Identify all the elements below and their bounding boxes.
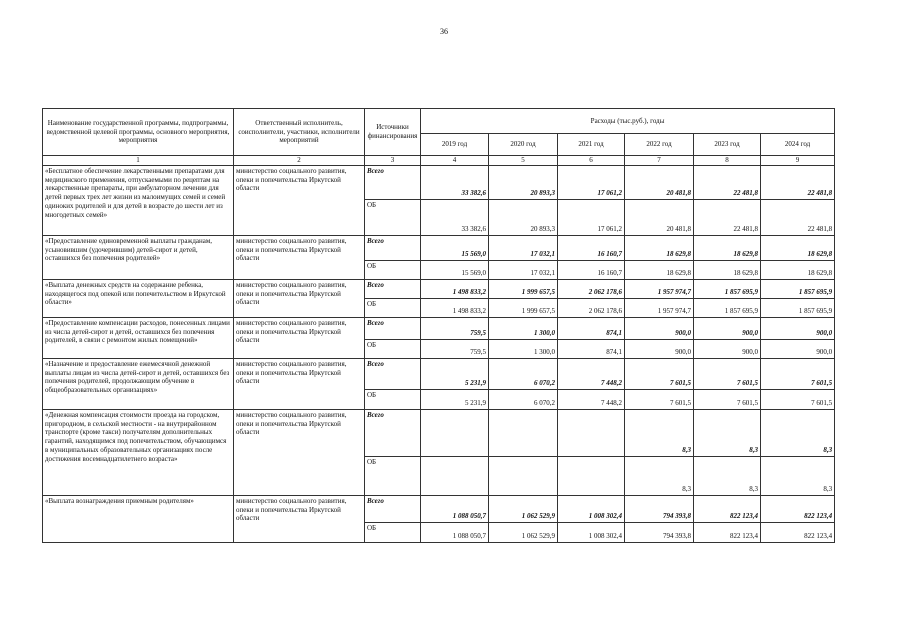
source-ob: ОБ [365, 523, 421, 543]
source-total: Всего [365, 410, 421, 457]
ob-value: 7 448,2 [558, 390, 625, 410]
ob-value: 17 061,2 [558, 200, 625, 236]
table-row [43, 410, 835, 457]
header-name: Наименование государственной программы, подпрограммы, ведомственной целевой программы, основного мероприятия, мероприятия [43, 109, 234, 156]
ob-value: 6 070,2 [489, 390, 558, 410]
ob-value: 17 032,1 [489, 261, 558, 280]
total-value: 874,1 [558, 318, 625, 340]
source-ob: ОБ [365, 390, 421, 410]
total-value [421, 410, 489, 457]
ob-value: 900,0 [694, 340, 761, 359]
ob-value: 7 601,5 [761, 390, 835, 410]
ob-value: 22 481,8 [761, 200, 835, 236]
column-number: 7 [625, 156, 694, 166]
total-value: 8,3 [625, 410, 694, 457]
executor: министерство социального развития, опеки и попечительства Иркутской области [234, 359, 365, 410]
total-value: 8,3 [761, 410, 835, 457]
event-name: «Выплата вознаграждения приемным родителям» [43, 496, 234, 543]
ob-value: 18 629,8 [694, 261, 761, 280]
ob-value: 8,3 [625, 457, 694, 496]
total-value: 20 893,3 [489, 166, 558, 200]
ob-value: 16 160,7 [558, 261, 625, 280]
total-value: 20 481,8 [625, 166, 694, 200]
ob-value: 874,1 [558, 340, 625, 359]
total-value: 1 857 695,9 [694, 280, 761, 299]
ob-value [558, 457, 625, 496]
total-value: 17 032,1 [489, 236, 558, 261]
total-value: 7 601,5 [625, 359, 694, 390]
column-number: 1 [43, 156, 234, 166]
source-ob: ОБ [365, 340, 421, 359]
ob-value: 18 629,8 [625, 261, 694, 280]
executor: министерство социального развития, опеки и попечительства Иркутской области [234, 410, 365, 496]
ob-value: 18 629,8 [761, 261, 835, 280]
ob-value: 1 062 529,9 [489, 523, 558, 543]
total-value: 17 061,2 [558, 166, 625, 200]
ob-value: 7 601,5 [625, 390, 694, 410]
table-row [43, 318, 835, 340]
total-value: 22 481,8 [761, 166, 835, 200]
ob-value: 1 498 833,2 [421, 299, 489, 318]
ob-value: 1 088 050,7 [421, 523, 489, 543]
ob-value: 900,0 [761, 340, 835, 359]
header-source: Источники финансирования [365, 109, 421, 156]
executor: министерство социального развития, опеки и попечительства Иркутской области [234, 166, 365, 236]
header-year: 2023 год [694, 134, 761, 156]
ob-value: 2 062 178,6 [558, 299, 625, 318]
header-year: 2021 год [558, 134, 625, 156]
ob-value: 822 123,4 [761, 523, 835, 543]
table-row [43, 236, 835, 261]
ob-value [489, 457, 558, 496]
total-value: 900,0 [761, 318, 835, 340]
event-name: «Выплата денежных средств на содержание ребенка, находящегося под опекой или попечительством в Иркутской области» [43, 280, 234, 318]
source-ob: ОБ [365, 261, 421, 280]
ob-value: 1 857 695,9 [694, 299, 761, 318]
event-name: «Предоставление единовременной выплаты гражданам, усыновившим (удочерившим) детей-сирот и детей, оставшихся без попечения родителей» [43, 236, 234, 280]
total-value [558, 410, 625, 457]
source-total: Всего [365, 318, 421, 340]
total-value: 7 601,5 [694, 359, 761, 390]
total-value: 1 062 529,9 [489, 496, 558, 523]
ob-value: 22 481,8 [694, 200, 761, 236]
total-value: 18 629,8 [625, 236, 694, 261]
ob-value: 1 857 695,9 [761, 299, 835, 318]
total-value: 1 957 974,7 [625, 280, 694, 299]
table-row [43, 496, 835, 523]
total-value: 18 629,8 [694, 236, 761, 261]
total-value: 759,5 [421, 318, 489, 340]
total-value: 794 393,8 [625, 496, 694, 523]
ob-value: 1 008 302,4 [558, 523, 625, 543]
header-year: 2020 год [489, 134, 558, 156]
ob-value: 1 300,0 [489, 340, 558, 359]
event-name: «Предоставление компенсации расходов, понесенных лицами из числа детей-сирот и детей, оставшихся без попечения родителей, в связи с ремонтом жилых помещений» [43, 318, 234, 359]
source-total: Всего [365, 166, 421, 200]
total-value: 15 569,0 [421, 236, 489, 261]
ob-value: 8,3 [694, 457, 761, 496]
header-executor: Ответственный исполнитель, соисполнители, участники, исполнители мероприятий [234, 109, 365, 156]
column-number: 2 [234, 156, 365, 166]
ob-value: 794 393,8 [625, 523, 694, 543]
page-number: 36 [440, 27, 448, 36]
source-ob: ОБ [365, 200, 421, 236]
total-value: 33 382,6 [421, 166, 489, 200]
event-name: «Бесплатное обеспечение лекарственными препаратами для медицинского применения, отпускаемыми по рецептам на лекарственные препараты, при амбулаторном лечении для детей первых трех лет жизни из малоимущих семей и семей одиноких родителей и для детей в возрасте до шести лет из многодетных семей» [43, 166, 234, 236]
source-ob: ОБ [365, 299, 421, 318]
column-number: 6 [558, 156, 625, 166]
ob-value: 1 957 974,7 [625, 299, 694, 318]
source-ob: ОБ [365, 457, 421, 496]
column-number: 4 [421, 156, 489, 166]
source-total: Всего [365, 496, 421, 523]
total-value: 8,3 [694, 410, 761, 457]
total-value: 822 123,4 [761, 496, 835, 523]
total-value: 7 448,2 [558, 359, 625, 390]
total-value: 18 629,8 [761, 236, 835, 261]
ob-value: 20 481,8 [625, 200, 694, 236]
total-value: 1 999 657,5 [489, 280, 558, 299]
executor: министерство социального развития, опеки и попечительства Иркутской области [234, 280, 365, 318]
table-row [43, 166, 835, 200]
total-value: 22 481,8 [694, 166, 761, 200]
column-number: 9 [761, 156, 835, 166]
event-name: «Денежная компенсация стоимости проезда на городском, пригородном, в сельской местности - на внутрирайонном транспорте (кроме такси) получателям дополнительных гарантий, находящимся под попечительством, обучающимся в муниципальных образовательных организациях после достижения восемнадцатилетнего возраста» [43, 410, 234, 496]
total-value: 900,0 [625, 318, 694, 340]
column-number: 3 [365, 156, 421, 166]
ob-value: 33 382,6 [421, 200, 489, 236]
table-row [43, 359, 835, 390]
header-year: 2019 год [421, 134, 489, 156]
executor: министерство социального развития, опеки и попечительства Иркутской области [234, 496, 365, 543]
ob-value: 759,5 [421, 340, 489, 359]
total-value: 1 088 050,7 [421, 496, 489, 523]
event-name: «Назначение и предоставление ежемесячной денежной выплаты лицам из числа детей-сирот и детей, оставшихся без попечения родителей, продолжающим обучение в общеобразовательных организациях» [43, 359, 234, 410]
ob-value: 5 231,9 [421, 390, 489, 410]
source-total: Всего [365, 280, 421, 299]
total-value: 7 601,5 [761, 359, 835, 390]
ob-value: 15 569,0 [421, 261, 489, 280]
total-value: 1 857 695,9 [761, 280, 835, 299]
total-value: 2 062 178,6 [558, 280, 625, 299]
total-value: 822 123,4 [694, 496, 761, 523]
header-expenses: Расходы (тыс.руб.), годы [421, 109, 835, 134]
source-total: Всего [365, 236, 421, 261]
total-value: 900,0 [694, 318, 761, 340]
total-value: 1 498 833,2 [421, 280, 489, 299]
executor: министерство социального развития, опеки и попечительства Иркутской области [234, 236, 365, 280]
column-number: 5 [489, 156, 558, 166]
table-row [43, 280, 835, 299]
header-year: 2024 год [761, 134, 835, 156]
column-number: 8 [694, 156, 761, 166]
ob-value: 900,0 [625, 340, 694, 359]
ob-value: 20 893,3 [489, 200, 558, 236]
executor: министерство социального развития, опеки и попечительства Иркутской области [234, 318, 365, 359]
total-value: 16 160,7 [558, 236, 625, 261]
total-value: 1 300,0 [489, 318, 558, 340]
ob-value: 1 999 657,5 [489, 299, 558, 318]
header-year: 2022 год [625, 134, 694, 156]
total-value: 5 231,9 [421, 359, 489, 390]
budget-table [42, 108, 835, 543]
ob-value: 8,3 [761, 457, 835, 496]
total-value: 1 008 302,4 [558, 496, 625, 523]
ob-value: 822 123,4 [694, 523, 761, 543]
ob-value: 7 601,5 [694, 390, 761, 410]
ob-value [421, 457, 489, 496]
source-total: Всего [365, 359, 421, 390]
total-value [489, 410, 558, 457]
total-value: 6 070,2 [489, 359, 558, 390]
